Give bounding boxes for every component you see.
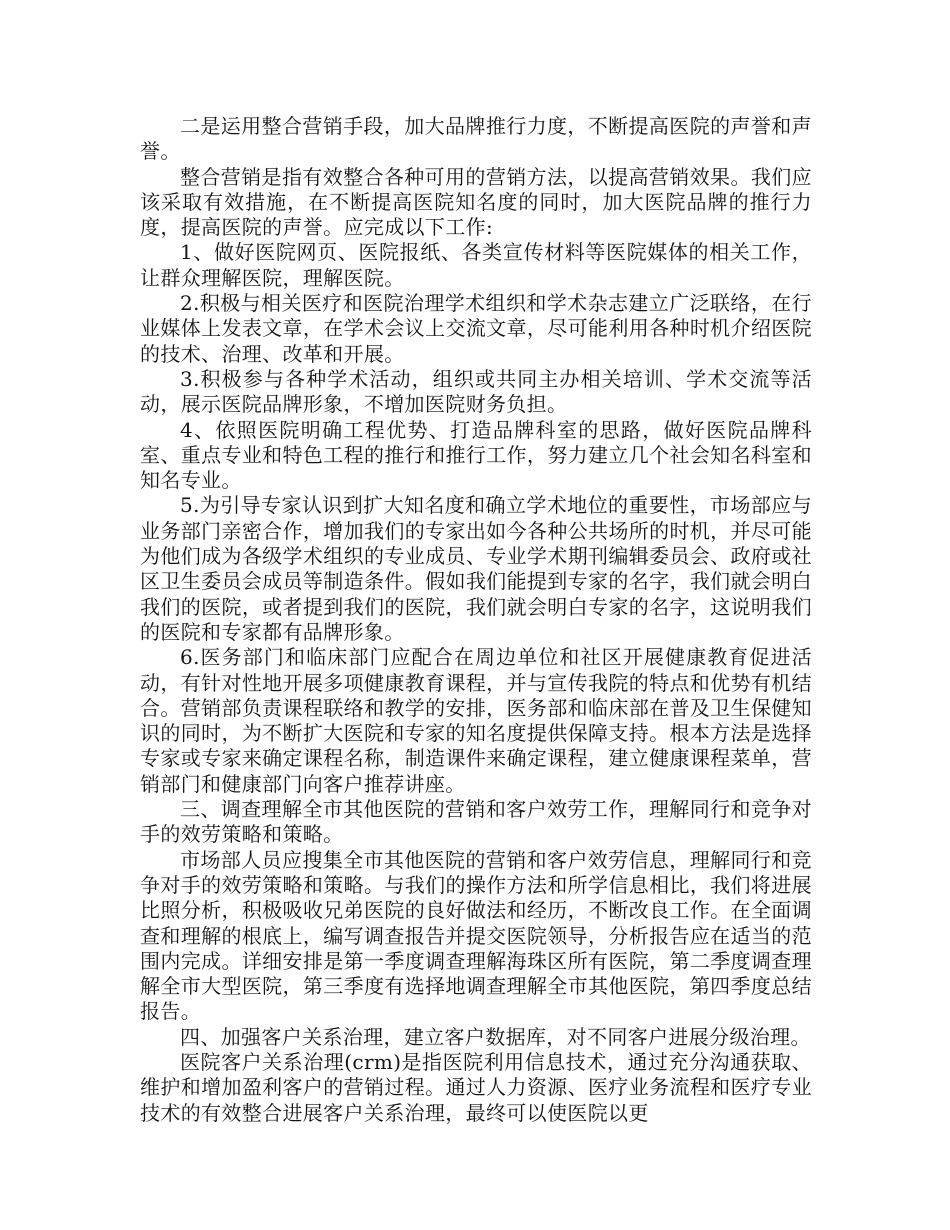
section-heading-3: 三、调查理解全市其他医院的营销和客户效劳工作，理解同行和竞争对手的效劳策略和策略。 — [140, 797, 812, 847]
paragraph-7: 5.为引导专家认识到扩大知名度和确立学术地位的重要性，市场部应与业务部门亲密合作，增加我们的专家出如今各种公共场所的时机，并尽可能为他们成为各级学术组织的专业成员、专业学术期刊编辑委员会、政府或社区卫生委员会成员等制造条件。假如我们能提到专家的名字，我们就会明白我们的医院，或者提到我们的医院，我们就会明白专家的名字，这说明我们的医院和专家都有品牌形象。 — [140, 493, 812, 644]
paragraph-10: 市场部人员应搜集全市其他医院的营销和客户效劳信息，理解同行和竞争对手的效劳策略和策略。与我们的操作方法和所学信息相比，我们将进展比照分析，积极吸收兄弟医院的良好做法和经历，不断改良工作。在全面调查和理解的根底上，编写调查报告并提交医院领导，分析报告应在适当的范围内完成。详细安排是第一季度调查理解海珠区所有医院，第二季度调查理解全市大型医院，第三季度有选择地调查理解全市其他医院，第四季度总结报告。 — [140, 847, 812, 1024]
paragraph-5: 3.积极参与各种学术活动，组织或共同主办相关培训、学术交流等活动，展示医院品牌形象，不增加医院财务负担。 — [140, 366, 812, 417]
paragraph-4: 2.积极与相关医疗和医院治理学术组织和学术杂志建立广泛联络，在行业媒体上发表文章，在学术会议上交流文章，尽可能利用各种时机介绍医院的技术、治理、改革和开展。 — [140, 291, 812, 366]
section-heading-4: 四、加强客户关系治理，建立客户数据库，对不同客户进展分级治理。 — [180, 1024, 811, 1049]
paragraph-2: 整合营销是指有效整合各种可用的营销方法，以提高营销效果。我们应该采取有效措施，在不断提高医院知名度的同时，加大医院品牌的推行力度，提高医院的声誉。应完成以下工作: — [140, 164, 812, 240]
document-body — [140, 114, 812, 1126]
paragraph-12: 医院客户关系治理(crm)是指医院利用信息技术，通过充分沟通获取、维护和增加盈利客户的营销过程。通过人力资源、医疗业务流程和医疗专业技术的有效整合进展客户关系治理，最终可以使医院以更 — [140, 1049, 812, 1125]
paragraph-8: 6.医务部门和临床部门应配合在周边单位和社区开展健康教育促进活动，有针对性地开展多项健康教育课程，并与宣传我院的特点和优势有机结合。营销部负责课程联络和教学的安排，医务部和临床部在普及卫生保健知识的同时，为不断扩大医院和专家的知名度提供保障支持。根本方法是选择专家或专家来确定课程名称，制造课件来确定课程，建立健康课程菜单，营销部门和健康部门向客户推荐讲座。 — [140, 645, 812, 796]
paragraph-3: 1、做好医院网页、医院报纸、各类宣传材料等医院媒体的相关工作，让群众理解医院，理解医院。 — [140, 240, 812, 290]
paragraph-1: 二是运用整合营销手段，加大品牌推行力度，不断提高医院的声誉和声誉。 — [140, 114, 812, 164]
paragraph-6: 4、依照医院明确工程优势、打造品牌科室的思路，做好医院品牌科室、重点专业和特色工程的推行和推行工作，努力建立几个社会知名科室和知名专业。 — [140, 417, 812, 493]
